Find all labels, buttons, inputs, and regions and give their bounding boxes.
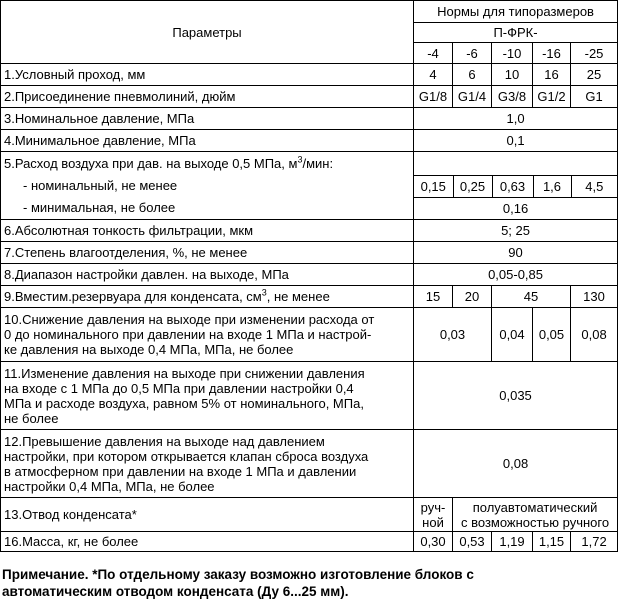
value-cell: 1,15	[533, 532, 571, 552]
value-cell: 1,19	[492, 532, 533, 552]
value-cell: 0,08	[571, 308, 618, 362]
value-cell: 45	[492, 286, 571, 308]
value-cell: 1,72	[571, 532, 618, 552]
value-cell: G3/8	[492, 86, 533, 108]
size-cell: -16	[533, 43, 571, 64]
param-label: 5.Расход воздуха при дав. на выходе 0,5 МПа, $м^3$/мин: - номинальный, не менее - минимальная, не более	[1, 152, 414, 220]
value-cell: 0,03	[414, 308, 492, 362]
row-4	[1, 130, 618, 152]
size-cell: -4	[414, 43, 453, 64]
value-cell: 0,25	[453, 175, 492, 197]
param-label: 12.Превышение давления на выходе над давлением настройки, при котором открывается клапан сброса воздуха в атмосферном при давлении на входе 1 МПа и давлении настройки 0,4 МПа, МПа, не более	[1, 430, 414, 498]
value-cell: 0,53	[453, 532, 492, 552]
param-label: 4.Минимальное давление, МПа	[1, 130, 414, 152]
param-sublabel: - номинальный, не менее	[23, 177, 178, 193]
value-cell: 25	[571, 64, 618, 86]
value-cell: 0,63	[492, 175, 533, 197]
value-cell: 1,6	[533, 175, 571, 197]
footnote	[2, 566, 614, 600]
value-cell: 4	[414, 64, 453, 86]
value-cell: 4,5	[571, 175, 617, 197]
value-cell: 0,035	[414, 362, 618, 430]
param-label: 6.Абсолютная тонкость фильтрации, мкм	[1, 220, 414, 242]
value-cell: 15	[414, 286, 453, 308]
row-1	[1, 64, 618, 86]
row-9	[1, 286, 618, 308]
value-cell: 0,05-0,85	[414, 264, 618, 286]
header-parameters: Параметры	[1, 1, 414, 64]
value-cell: 10	[492, 64, 533, 86]
value-cell: 0,15	[414, 175, 453, 197]
size-cell: -25	[571, 43, 618, 64]
size-cell: -10	[492, 43, 533, 64]
value-cell: G1/2	[533, 86, 571, 108]
param-sublabel: - минимальная, не более	[23, 199, 176, 215]
row-11	[1, 362, 618, 430]
header-norms: Нормы для типоразмеров	[414, 1, 618, 23]
row-16	[1, 532, 618, 552]
row-6	[1, 220, 618, 242]
value-cell: 0,1	[414, 130, 618, 152]
value-cell: 1,0	[414, 108, 618, 130]
header-model: П-ФРК-	[414, 23, 618, 43]
value-cell: полуавтоматический с возможностью ручного	[453, 498, 618, 532]
row-10	[1, 308, 618, 362]
value-cell: 0,30	[414, 532, 453, 552]
row-13	[1, 498, 618, 532]
row-7	[1, 242, 618, 264]
value-cell: 6	[453, 64, 492, 86]
value-cell: 90	[414, 242, 618, 264]
param-label: 13.Отвод конденсата*	[1, 498, 414, 532]
param-label: 11.Изменение давления на выходе при снижении давления на входе с 1 МПа до 0,5 МПа при давлении настройки 0,4 МПа и расходе воздуха, равном 5% от номинального, МПа, не более	[1, 362, 414, 430]
value-cell: руч- ной	[414, 498, 453, 532]
value-cell: 0,08	[414, 430, 618, 498]
value-cell: G1	[571, 86, 618, 108]
row-5	[1, 152, 618, 220]
value-cell: 5; 25	[414, 220, 618, 242]
param-label: 2.Присоединение пневмолиний, дюйм	[1, 86, 414, 108]
row-2	[1, 86, 618, 108]
param-label: 7.Степень влагоотделения, %, не менее	[1, 242, 414, 264]
value-cell: 0,04	[492, 308, 533, 362]
param-label: 8.Диапазон настройки давлен. на выходе, МПа	[1, 264, 414, 286]
value-cell: G1/8	[414, 86, 453, 108]
size-cell: -6	[453, 43, 492, 64]
value-cell: G1/4	[453, 86, 492, 108]
footnote-line: Примечание. *По отдельному заказу возможно изготовление блоков с	[2, 567, 474, 582]
row-8	[1, 264, 618, 286]
footnote-line: автоматическим отводом конденсата (Ду 6...25 мм).	[2, 584, 349, 599]
value-cell: 0,16	[502, 200, 529, 216]
param-label: 9.Вместим.резервуара для конденсата, $см^3$, не менее	[1, 286, 414, 308]
param-label: 3.Номинальное давление, МПа	[1, 108, 414, 130]
param-label: 16.Масса, кг, не более	[1, 532, 414, 552]
value-cell: 130	[571, 286, 618, 308]
row-5-values	[414, 152, 618, 220]
param-label: 10.Снижение давления на выходе при изменении расхода от 0 до номинального при давлении на входе 1 МПа и настрой- ке давления на выходе 0,4 МПа, МПа, не более	[1, 308, 414, 362]
row-3	[1, 108, 618, 130]
value-cell: 20	[453, 286, 492, 308]
param-label: 1.Условный проход, мм	[1, 64, 414, 86]
value-cell: 16	[533, 64, 571, 86]
row-12	[1, 430, 618, 498]
value-cell: 0,05	[533, 308, 571, 362]
